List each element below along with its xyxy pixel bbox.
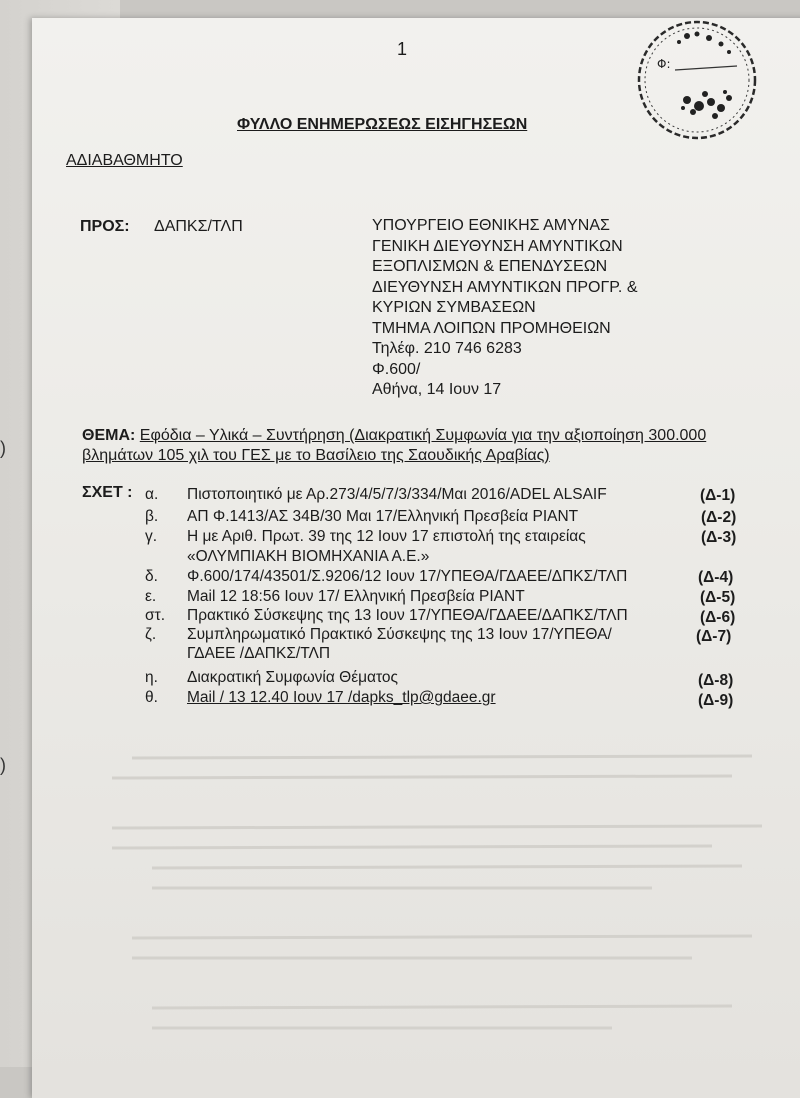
sender-date: Αθήνα, 14 Ιουν 17 [372, 381, 502, 398]
relation-text: Πρακτικό Σύσκεψης της 13 Ιουν 17/ΥΠΕΘΑ/ΓΔΑΕΕ/ΔΑΠΚΣ/ΤΛΠ [187, 607, 628, 624]
relation-text-continued: ΓΔΑΕΕ /ΔΑΠΚΣ/ΤΛΠ [187, 645, 331, 662]
sender-line: ΚΥΡΙΩΝ ΣΥΜΒΑΣΕΩΝ [372, 299, 536, 316]
relation-text: Πιστοποιητικό με Αρ.273/4/5/7/3/334/Μαι 2016/ADEL ALSAIF [187, 486, 607, 503]
recipient-value: ΔΑΠΚΣ/ΤΛΠ [154, 218, 243, 235]
relation-attachment-ref: (Δ-4) [698, 569, 734, 586]
relation-attachment-ref: (Δ-6) [700, 609, 736, 626]
sender-line: ΥΠΟΥΡΓΕΙΟ ΕΘΝΙΚΗΣ ΑΜΥΝΑΣ [372, 217, 610, 234]
relation-text: Φ.600/174/43501/Σ.9206/12 Ιουν 17/ΥΠΕΘΑ/ΓΔΑΕΕ/ΔΠΚΣ/ΤΛΠ [187, 568, 628, 585]
sender-file-number: Φ.600/ [372, 360, 421, 378]
subject-text: Εφόδια – Υλικά – Συντήρηση (Διακρατική Συμφωνία για την αξιοποίηση 300.000 βλημάτων 105 χιλ του ΓΕΣ με το Βασίλειο της Σαουδικής Αραβίας) [82, 427, 707, 464]
relations-label: ΣΧΕΤ : [82, 484, 133, 501]
stamp-field-label: Φ: [657, 57, 671, 71]
relation-attachment-ref: (Δ-7) [696, 628, 732, 645]
relation-letter: β. [145, 508, 159, 525]
sender-phone: Τηλέφ. 210 746 6283 [372, 340, 522, 357]
page-number: 1 [397, 39, 408, 59]
subject-label: ΘΕΜΑ: [82, 427, 136, 444]
relation-text: ΑΠ Φ.1413/ΑΣ 34Β/30 Μαι 17/Ελληνική Πρεσβεία ΡΙΑΝΤ [187, 508, 579, 525]
relation-text-continued: «ΟΛΥΜΠΙΑΚΗ ΒΙΟΜΗΧΑΝΙΑ Α.Ε.» [187, 548, 430, 565]
relation-attachment-ref: (Δ-3) [701, 529, 737, 546]
relation-text: Συμπληρωματικό Πρακτικό Σύσκεψης της 13 Ιουν 17/ΥΠΕΘΑ/ [187, 626, 612, 643]
paper-edge-mark: ) [0, 755, 6, 775]
relation-letter: θ. [145, 689, 158, 706]
relation-letter: στ. [145, 607, 165, 624]
relation-letter: ζ. [145, 626, 157, 643]
relation-attachment-ref: (Δ-2) [701, 509, 737, 526]
relation-attachment-ref: (Δ-1) [700, 487, 736, 504]
paper-edge-mark: ) [0, 438, 6, 458]
relation-attachment-ref: (Δ-9) [698, 692, 734, 709]
sender-block [372, 216, 638, 401]
document-page [32, 18, 800, 1098]
relation-letter: δ. [145, 568, 158, 585]
official-stamp [617, 8, 767, 158]
relation-email-link[interactable]: Mail / 13 12.40 Ιουν 17 /dapks_tlp@gdaee.gr [187, 689, 496, 706]
sender-line: ΓΕΝΙΚΗ ΔΙΕΥΘΥΝΣΗ ΑΜΥΝΤΙΚΩΝ [372, 237, 623, 255]
relation-letter: α. [145, 486, 159, 503]
sender-line: ΔΙΕΥΘΥΝΣΗ ΑΜΥΝΤΙΚΩΝ ΠΡΟΓΡ. & [372, 278, 638, 296]
relation-letter: ε. [145, 588, 157, 605]
subject-block [82, 426, 742, 466]
relation-attachment-ref: (Δ-5) [700, 589, 736, 606]
relation-text: Η με Αριθ. Πρωτ. 39 της 12 Ιουν 17 επιστολή της εταιρείας [187, 528, 586, 545]
sender-line: ΕΞΟΠΛΙΣΜΩΝ & ΕΠΕΝΔΥΣΕΩΝ [372, 258, 608, 275]
faint-bleed-through-text [92, 738, 782, 1078]
sender-line: ΤΜΗΜΑ ΛΟΙΠΩΝ ΠΡΟΜΗΘΕΙΩΝ [372, 319, 611, 337]
recipient-label: ΠΡΟΣ: [80, 218, 130, 235]
classification-label: ΑΔΙΑΒΑΘΜΗΤΟ [66, 152, 183, 169]
relation-text: Mail 12 18:56 Ιουν 17/ Ελληνική Πρεσβεία ΡΙΑΝΤ [187, 588, 525, 605]
relation-text: Διακρατική Συμφωνία Θέματος [187, 669, 398, 686]
document-title: ΦΥΛΛΟ ΕΝΗΜΕΡΩΣΕΩΣ ΕΙΣΗΓΗΣΕΩΝ [237, 116, 528, 133]
relation-attachment-ref: (Δ-8) [698, 672, 734, 689]
relation-letter: γ. [145, 528, 158, 545]
relation-letter: η. [145, 669, 158, 686]
